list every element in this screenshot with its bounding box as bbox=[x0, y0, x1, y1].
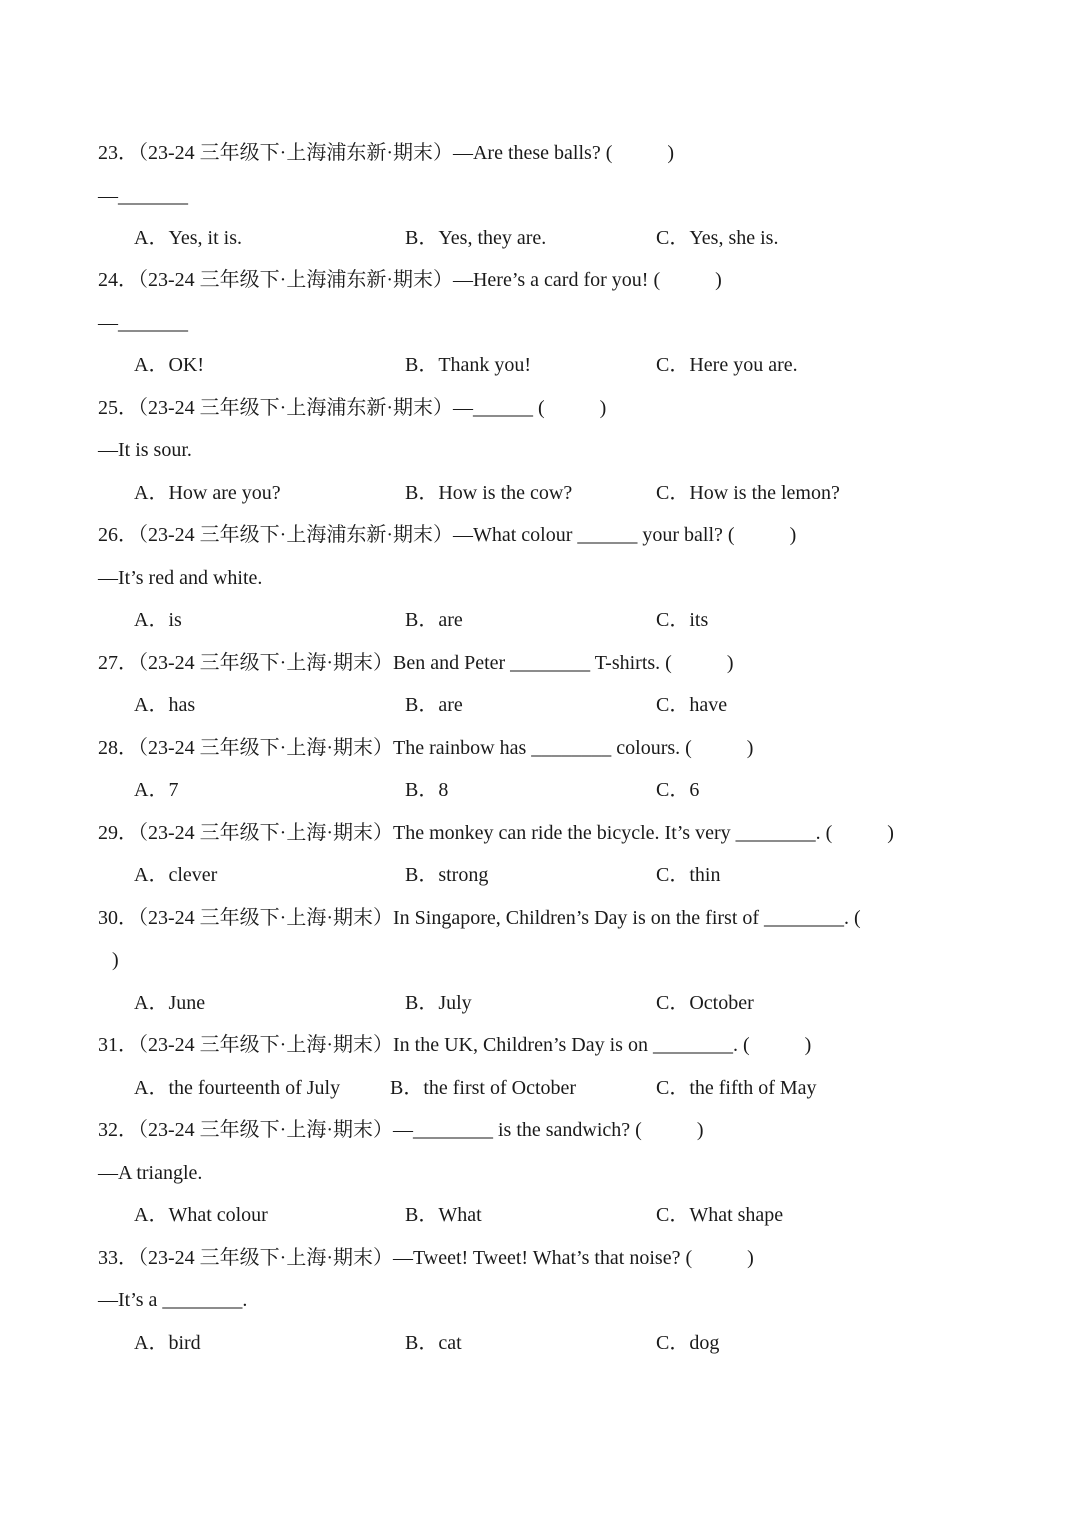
question-24-answer-line: —_______ bbox=[98, 312, 188, 334]
question-31-option-a[interactable]: A．the fourteenth of July bbox=[134, 1077, 341, 1099]
question-32-stem: 32．（23-24 三年级下·上海·期末）—________ is the sandwich? ( ) bbox=[98, 1119, 704, 1141]
question-23-stem: 23．（23-24 三年级下·上海浦东新·期末）—Are these balls? ( ) bbox=[98, 142, 675, 164]
question-30-option-b[interactable]: B．July bbox=[405, 992, 472, 1014]
question-32-dialog: —A triangle. bbox=[98, 1162, 203, 1184]
question-27-stem: 27．（23-24 三年级下·上海·期末）Ben and Peter ________ T-shirts. ( ) bbox=[98, 652, 734, 674]
question-30-option-c[interactable]: C．October bbox=[656, 992, 754, 1014]
question-26-option-c[interactable]: C．its bbox=[656, 609, 709, 631]
question-30-stem: 30．（23-24 三年级下·上海·期末）In Singapore, Children’s Day is on the first of ________. ( bbox=[98, 907, 861, 929]
question-26-stem: 26．（23-24 三年级下·上海浦东新·期末）—What colour ______ your ball? ( ) bbox=[98, 524, 797, 546]
question-26-option-b[interactable]: B．are bbox=[405, 609, 463, 631]
question-33-option-c[interactable]: C．dog bbox=[656, 1332, 720, 1354]
question-24-stem: 24．（23-24 三年级下·上海浦东新·期末）—Here’s a card for you! ( ) bbox=[98, 269, 722, 291]
question-33-stem: 33．（23-24 三年级下·上海·期末）—Tweet! Tweet! What’s that noise? ( ) bbox=[98, 1247, 754, 1269]
question-29-option-a[interactable]: A．clever bbox=[134, 864, 218, 886]
question-29-option-b[interactable]: B．strong bbox=[405, 864, 489, 886]
question-28-option-c[interactable]: C．6 bbox=[656, 779, 700, 801]
question-29-stem: 29．（23-24 三年级下·上海·期末）The monkey can ride the bicycle. It’s very ________. ( ) bbox=[98, 822, 894, 844]
question-26-option-a[interactable]: A．is bbox=[134, 609, 182, 631]
question-24-option-a[interactable]: A．OK! bbox=[134, 354, 204, 376]
question-27-option-c[interactable]: C．have bbox=[656, 694, 728, 716]
question-23-option-b[interactable]: B．Yes, they are. bbox=[405, 227, 547, 249]
question-33-option-a[interactable]: A．bird bbox=[134, 1332, 201, 1354]
question-27-option-a[interactable]: A．has bbox=[134, 694, 196, 716]
question-28-option-b[interactable]: B．8 bbox=[405, 779, 449, 801]
question-33-dialog: —It’s a ________. bbox=[98, 1289, 248, 1311]
question-30-bracket-close: ) bbox=[112, 949, 119, 971]
question-28-stem: 28．（23-24 三年级下·上海·期末）The rainbow has ________ colours. ( ) bbox=[98, 737, 754, 759]
question-25-option-a[interactable]: A．How are you? bbox=[134, 482, 281, 504]
question-31-option-c[interactable]: C．the fifth of May bbox=[656, 1077, 817, 1099]
question-33-option-b[interactable]: B．cat bbox=[405, 1332, 462, 1354]
question-23-option-c[interactable]: C．Yes, she is. bbox=[656, 227, 779, 249]
question-32-option-a[interactable]: A．What colour bbox=[134, 1204, 268, 1226]
question-25-dialog: —It is sour. bbox=[98, 439, 192, 461]
question-23-option-a[interactable]: A．Yes, it is. bbox=[134, 227, 242, 249]
question-23-answer-line: —_______ bbox=[98, 185, 188, 207]
question-31-stem: 31．（23-24 三年级下·上海·期末）In the UK, Children’s Day is on ________. ( ) bbox=[98, 1034, 812, 1056]
question-28-option-a[interactable]: A．7 bbox=[134, 779, 179, 801]
question-25-option-b[interactable]: B．How is the cow? bbox=[405, 482, 573, 504]
question-30-option-a[interactable]: A．June bbox=[134, 992, 206, 1014]
question-32-option-b[interactable]: B．What bbox=[405, 1204, 482, 1226]
question-24-option-c[interactable]: C．Here you are. bbox=[656, 354, 798, 376]
question-32-option-c[interactable]: C．What shape bbox=[656, 1204, 784, 1226]
question-27-option-b[interactable]: B．are bbox=[405, 694, 463, 716]
question-26-dialog: —It’s red and white. bbox=[98, 567, 263, 589]
question-24-option-b[interactable]: B．Thank you! bbox=[405, 354, 532, 376]
question-29-option-c[interactable]: C．thin bbox=[656, 864, 721, 886]
question-25-stem: 25．（23-24 三年级下·上海浦东新·期末）—______ ( ) bbox=[98, 397, 607, 419]
question-25-option-c[interactable]: C．How is the lemon? bbox=[656, 482, 840, 504]
question-31-option-b[interactable]: B．the first of October bbox=[390, 1077, 577, 1099]
